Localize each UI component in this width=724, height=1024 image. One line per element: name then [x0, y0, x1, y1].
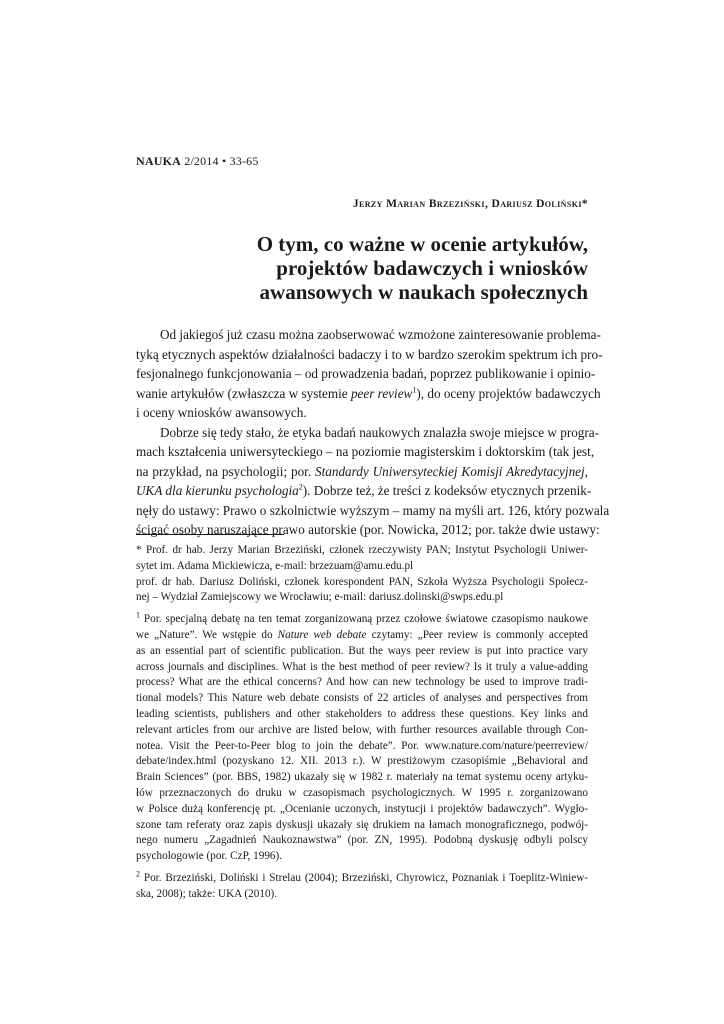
footnote-1-line: Brain Sciences” (por. BBS, 1982) ukazały się w 1982 r. materiały na temat systemu oceny artyku-	[136, 771, 588, 784]
body-text-segment: wanie artykułów (zwłaszcza w systemie	[136, 385, 351, 401]
footnote-ref-2[interactable]: 2	[298, 482, 303, 492]
footnote-1-line: tional models? This Nature web debate consists of 22 articles of analyses and perspectives from	[136, 692, 588, 705]
footnote-1-line: as an essential part of scientific publication. But the ways peer review is put into practice vary	[136, 644, 588, 657]
nature-debate-title: Nature web debate	[277, 628, 367, 641]
body-line: Dobrze się tedy stało, że etyka badań naukowych znalazła swoje miejsce w progra-	[160, 424, 600, 440]
affiliation-line: prof. dr hab. Dariusz Doliński, członek korespondent PAN, Szkoła Wyższa Psychologii Społecz-	[136, 575, 588, 588]
affiliation-line: nej – Wydział Zamiejscowy we Wrocławiu; e-mail: dariusz.dolinski@swps.edu.pl	[136, 591, 504, 604]
footnote-1-mark: 1	[136, 610, 140, 620]
body-line	[136, 481, 592, 501]
footnote-1-line: relevant articles from our archive are listed below, with further resources available through Con-	[136, 723, 588, 736]
footnote-divider	[136, 534, 284, 535]
body-line: i oceny wniosków awansowych.	[136, 405, 307, 420]
footnote-1-line: psychologowie (por. CzP, 1996).	[136, 850, 283, 863]
footnote-text: Por. specjalną debatę na ten temat zorganizowaną przez czołowe światowe czasopismo naukowe	[140, 613, 588, 626]
footnote-1-line: szone tam referaty oraz zapis dyskusji ukazały się drukiem na łamach monograficznego, podwój-	[136, 818, 588, 831]
standards-title: Standardy Uniwersyteckiej Komisji Akredytacyjnej,	[315, 463, 588, 479]
body-line: fesjonalnego funkcjonowania – od prowadzenia badań, poprzez publikowanie i opinio-	[136, 366, 596, 381]
footnote-1-line: leading scientists, publishers and other stakeholders to address these questions. Key links and	[136, 707, 588, 720]
footnote-text: we „Nature”. We wstępie do	[136, 628, 278, 641]
body-line	[136, 384, 601, 404]
body-text	[136, 325, 610, 540]
article-title	[118, 232, 588, 304]
footnotes	[136, 543, 588, 903]
page-range: 33-65	[229, 154, 259, 168]
journal-name: NAUKA	[136, 154, 181, 168]
body-line: nęły do ustawy: Prawo o szkolnictwie wyższym – mamy na myśli art. 126, który pozwala	[136, 502, 610, 518]
footnote-1-line: across journals and disciplines. What is the best method of peer review? Is it truly a value-adding	[136, 660, 588, 673]
body-line: Od jakiegoś już czasu można zaobserwować wzmożone zainteresowanie problema-	[160, 327, 601, 342]
running-head	[136, 154, 259, 169]
body-text-segment: na przykład, na psychologii; por.	[136, 463, 316, 479]
body-line: tyką etycznych aspektów działalności badaczy i to w bardzo szerokim spektrum ich pro-	[136, 346, 603, 362]
footnote-1-line: notea. Visit the Peer-to-Peer blog to join the debate”. Por. www.nature.com/nature/peerreview/	[136, 739, 588, 752]
body-line	[136, 462, 588, 482]
affiliation-line: sytet im. Adama Mickiewicza, e-mail: brzezuam@amu.edu.pl	[136, 559, 414, 572]
footnote-2-line	[136, 871, 588, 887]
uka-title: UKA dla kierunku psychologia	[136, 483, 299, 498]
body-text-segment: ), do oceny projektów badawczych	[416, 385, 601, 401]
title-line: awansowych w naukach społecznych	[259, 280, 588, 304]
footnote-2-line: ska, 2008); także: UKA (2010).	[136, 887, 278, 900]
title-line: projektów badawczych i wniosków	[276, 256, 588, 280]
footnote-1-line: process? What are the ethical concerns? And how can new technology be used to improve tradi-	[136, 676, 588, 689]
affiliation-line: * Prof. dr hab. Jerzy Marian Brzeziński, członek rzeczywisty PAN; Instytut Psychologii Uniwer-	[136, 544, 588, 556]
footnote-1-line: w Polsce dużą konferencję pt. „Ocenianie uczonych, instytucji i projektów badawczych”. Wygło-	[136, 802, 588, 815]
title-line: O tym, co ważne w ocenie artykułów,	[256, 232, 588, 256]
footnote-1-line	[136, 628, 588, 644]
footnote-text: czytamy: „Peer review is commonly accepted	[366, 628, 588, 641]
issue-number: 2/2014	[184, 154, 219, 168]
footnote-1-line: nego numeru „Zagadnień Naukoznawstwa” (por. ZN, 1995). Podobną dyskusję odbyli polscy	[136, 834, 588, 847]
peer-review-term: peer review	[350, 385, 413, 401]
footnote-2-mark: 2	[136, 869, 140, 879]
body-line: mach kształcenia uniwersyteckiego – na poziomie magisterskim i doktorskim (tak jest,	[136, 444, 595, 459]
footnote-1-line	[136, 612, 588, 628]
footnote-ref-1[interactable]: 1	[412, 385, 417, 395]
body-text-segment: ). Dobrze też, że treści z kodeksów etycznych przenik-	[302, 483, 592, 498]
footnote-1-line: debate/index.html (pozyskano 12. XII. 2013 r.). W prestiżowym czasopiśmie „Behavioral and	[136, 755, 588, 768]
footnote-1-line: łów przeznaczonych do druku w czasopismach psychologicznych. W 1995 r. zorganizowano	[136, 786, 588, 799]
footnote-text: Por. Brzeziński, Doliński i Strelau (2004); Brzeziński, Chyrowicz, Poznaniak i Toeplitz-Winiew-	[140, 871, 588, 884]
article-authors: Jerzy Marian Brzeziński, Dariusz Doliński*	[352, 198, 588, 210]
header-separator: •	[221, 154, 227, 168]
body-line: ścigać osoby naruszające prawo autorskie (por. Nowicka, 2012; por. także dwie ustawy:	[136, 522, 600, 537]
